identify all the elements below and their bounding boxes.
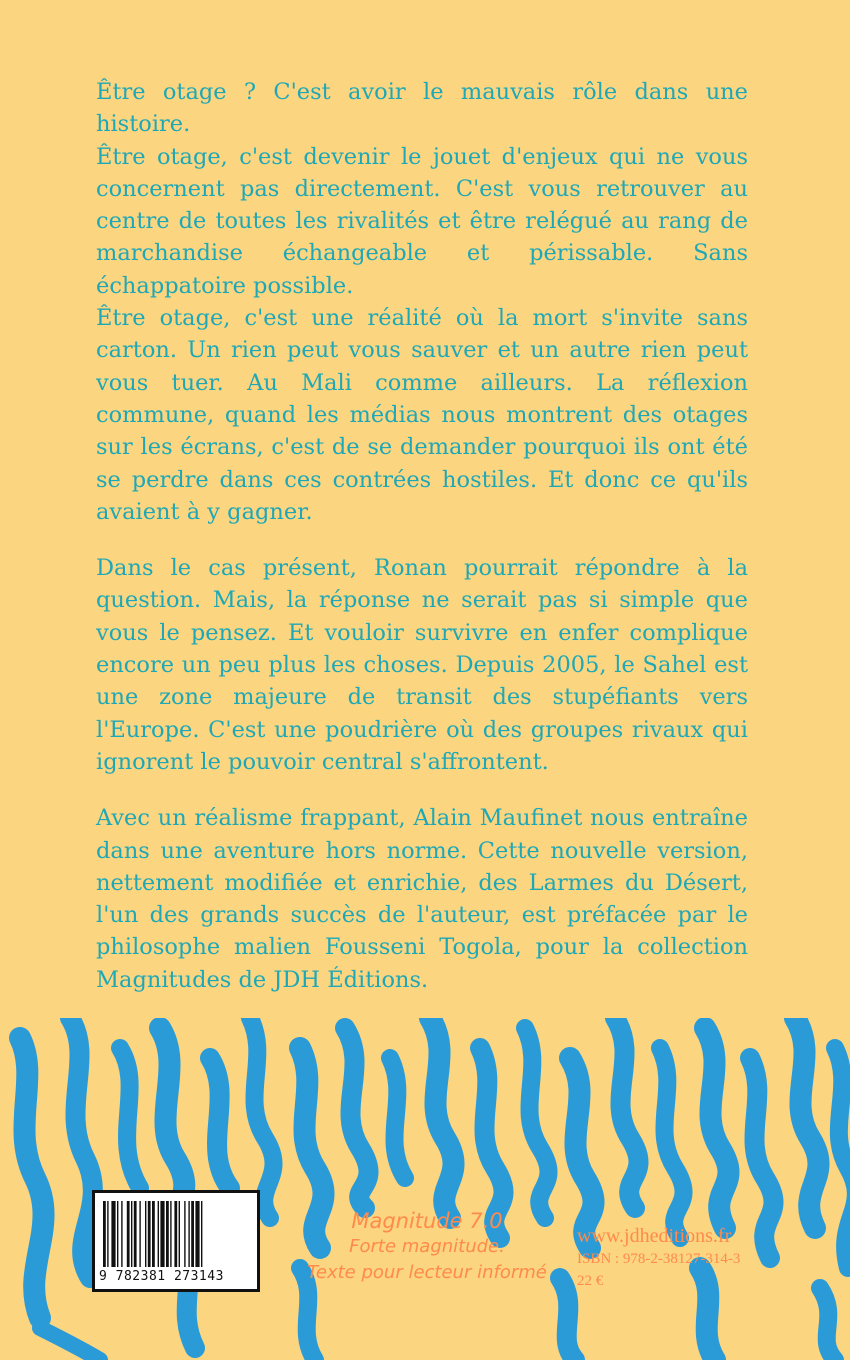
barcode-bar bbox=[131, 1201, 132, 1267]
blurb-paragraph: Avec un réalisme frappant, Alain Maufinet nous entraîne dans une aventure hors norme. Cette nouvelle version, nettement modifiée et enrichie, des Larmes du Désert, l'un des grands succès de l'auteur, est préfacée par le philosophe malien Fousseni Togola, pour la collection Magnitudes de JDH Éditions. bbox=[96, 805, 748, 993]
barcode-bar bbox=[152, 1201, 155, 1267]
back-cover-blurb bbox=[96, 76, 748, 996]
barcode-bar bbox=[166, 1201, 169, 1267]
blurb-paragraph: Être otage, c'est devenir le jouet d'enjeux qui ne vous concernent pas directement. C'est vous retrouver au centre de toutes les rivalités et être relégué au rang de marchandise échangeable et périssable. Sans échappatoire possible. bbox=[96, 143, 748, 299]
barcode-bar bbox=[103, 1201, 106, 1267]
blurb-paragraph: Être otage, c'est une réalité où la mort s'invite sans carton. Un rien peut vous sauver et un autre rien peut vous tuer. Au Mali comme ailleurs. La réflexion commune, quand les médias nous montrent des otages sur les écrans, c'est de se demander pourquoi ils ont été se perdre dans ces contrées hostiles. Et donc ce qu'ils avaient à y gagner. bbox=[96, 305, 748, 525]
barcode-bar bbox=[134, 1201, 137, 1267]
barcode-bar bbox=[174, 1201, 177, 1267]
magnitude-line: Texte pour lecteur informé bbox=[307, 1262, 547, 1283]
price-text: 22 € bbox=[577, 1273, 604, 1289]
barcode-bar bbox=[145, 1201, 146, 1267]
barcode-digits: 9 782381 273143 bbox=[99, 1269, 224, 1284]
barcode-bar bbox=[170, 1201, 171, 1267]
barcode-bar bbox=[201, 1201, 202, 1267]
barcode-bar bbox=[107, 1201, 108, 1267]
barcode-bar bbox=[139, 1201, 140, 1267]
magnitude-title: Magnitude 7.0 bbox=[351, 1209, 503, 1233]
barcode-bar bbox=[188, 1201, 189, 1267]
barcode-bar bbox=[195, 1201, 199, 1267]
barcode-bar bbox=[160, 1201, 164, 1267]
zebra-stripe-pattern bbox=[0, 1018, 850, 1360]
blurb-paragraph: Être otage ? C'est avoir le mauvais rôle dans une histoire. bbox=[96, 79, 748, 138]
isbn-text: ISBN : 978-2-38127-314-3 bbox=[577, 1251, 741, 1267]
barcode-bar bbox=[121, 1201, 122, 1267]
magnitude-line: Forte magnitude. bbox=[349, 1236, 505, 1257]
barcode-bars bbox=[101, 1201, 251, 1267]
publisher-website[interactable]: www.jdheditions.fr bbox=[577, 1225, 732, 1247]
magnitude-label bbox=[282, 1208, 572, 1286]
barcode-bar bbox=[191, 1201, 194, 1267]
barcode-bar bbox=[148, 1201, 151, 1267]
isbn-barcode bbox=[92, 1190, 260, 1292]
blurb-paragraph: Dans le cas présent, Ronan pourrait répondre à la question. Mais, la réponse ne serait pas si simple que vous le pensez. Et vouloir survivre en enfer complique encore un peu plus les choses. Depuis 2005, le Sahel est une zone majeure de transit des stupéfiants vers l'Europe. C'est une poudrière où des groupes rivaux qui ignorent le pouvoir central s'affrontent. bbox=[96, 555, 748, 775]
barcode-bar bbox=[158, 1201, 159, 1267]
barcode-bar bbox=[184, 1201, 185, 1267]
barcode-bar bbox=[179, 1201, 180, 1267]
barcode-bar bbox=[117, 1201, 118, 1267]
barcode-bar bbox=[127, 1201, 130, 1267]
publisher-info bbox=[577, 1224, 807, 1292]
barcode-bar bbox=[111, 1201, 115, 1267]
